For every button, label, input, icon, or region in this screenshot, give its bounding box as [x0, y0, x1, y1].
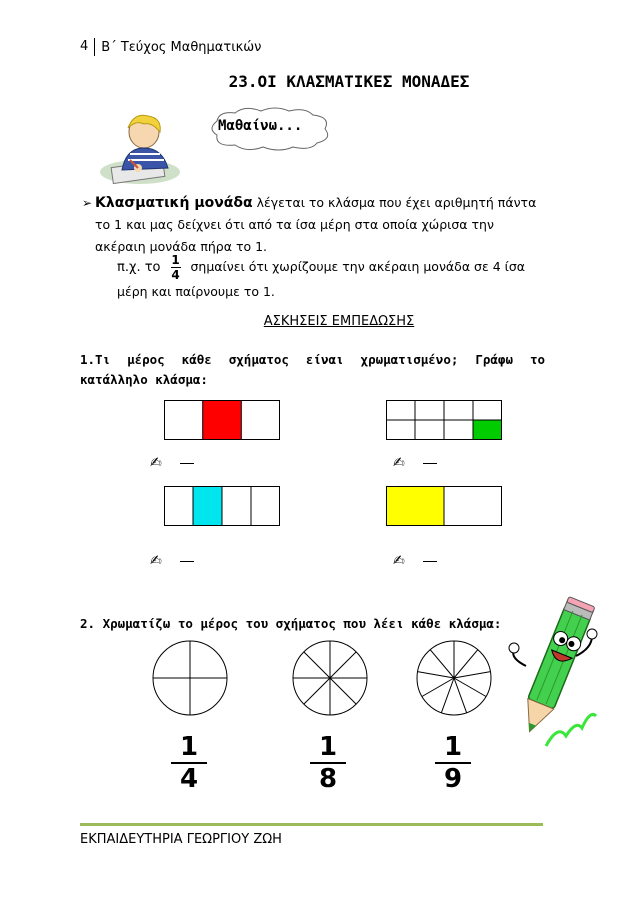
circle-division-line: [430, 650, 454, 678]
writing-hand-icon: ✍: [393, 553, 405, 569]
answer-slot-2[interactable]: [393, 455, 437, 471]
definition-paragraph: [82, 192, 545, 258]
writing-hand-icon: ✍: [393, 455, 405, 471]
example-paragraph: [117, 254, 557, 303]
answer-line: [423, 463, 437, 464]
shape-eighths: [386, 400, 502, 440]
answer-slot-4[interactable]: [393, 553, 437, 569]
example-prefix: π.χ. το: [117, 260, 161, 275]
circle-division-line: [441, 678, 454, 713]
page-header: [80, 38, 261, 56]
shape-thirds: [164, 400, 280, 440]
circle-division-line: [304, 678, 330, 704]
fraction-denominator: 4: [179, 764, 199, 794]
fraction-numerator: 1: [179, 732, 199, 762]
boy-writing-illustration: [100, 110, 192, 190]
writing-hand-icon: ✍: [150, 553, 162, 569]
question-2: 2. Χρωματίζω το μέρος του σχήματος που λέει κάθε κλάσμα:: [80, 616, 502, 631]
book-title: Β΄ Τεύχος Μαθηματικών: [101, 39, 262, 55]
answer-slot-3[interactable]: [150, 553, 194, 569]
circle-division-line: [454, 650, 478, 678]
circle-division-line: [454, 678, 467, 713]
writing-hand-icon: ✍: [150, 455, 162, 471]
circle-division-line: [304, 652, 330, 678]
answer-slot-1[interactable]: [150, 455, 194, 471]
cloud-text: Μαθαίνω...: [218, 118, 303, 134]
fraction-numerator: 1: [318, 732, 338, 762]
lesson-title-text: 23.ΟΙ ΚΛΑΣΜΑΤΙΚΕΣ ΜΟΝΑΔΕΣ: [228, 72, 470, 91]
pencil-character-illustration: [506, 596, 598, 756]
shape-quarters: [164, 486, 280, 526]
definition-text: λέγεται το κλάσμα που έχει αριθμητή πάντα το 1 και μας δείχνει ότι από τα ίσα μέρη στα οποία χώρισα την ακέραιη μονάδα πήρα το 1.: [95, 195, 537, 254]
example-text: σημαίνει ότι χωρίζουμε την ακέραιη μονάδα σε 4 ίσα μέρη και παίρνουμε το 1.: [117, 259, 526, 299]
fraction-one-quarter: [171, 734, 207, 792]
circle-division-line: [330, 678, 356, 704]
example-numerator: 1: [171, 253, 180, 267]
circle-division-line: [422, 678, 454, 697]
circle-quarters[interactable]: [150, 638, 230, 718]
page-number: 4: [80, 38, 95, 56]
fraction-one-eighth: [310, 734, 346, 792]
circle-division-line: [418, 672, 454, 678]
circle-division-line: [454, 678, 486, 697]
fraction-numerator: 1: [443, 732, 463, 762]
answer-line: [423, 561, 437, 562]
example-fraction: [171, 254, 181, 281]
shape-halves: [386, 486, 502, 526]
example-denominator: 4: [171, 268, 180, 282]
footer-divider: [80, 823, 543, 826]
exercises-heading-text: ΑΣΚΗΣΕΙΣ ΕΜΠΕΔΩΣΗΣ: [263, 314, 415, 329]
arrow-bullet-icon: ➢: [82, 196, 93, 210]
exercises-heading: [0, 314, 638, 329]
definition-term: Κλασματική μονάδα: [95, 195, 253, 211]
fraction-one-ninth: [435, 734, 471, 792]
lesson-title: [0, 72, 638, 91]
circle-eighths[interactable]: [290, 638, 370, 718]
fraction-denominator: 8: [318, 764, 338, 794]
footer-text: ΕΚΠΑΙΔΕΥΤΗΡΙΑ ΓΕΩΡΓΙΟΥ ΖΩΗ: [80, 832, 282, 847]
fraction-denominator: 9: [443, 764, 463, 794]
circle-ninths[interactable]: [414, 638, 494, 718]
circle-division-line: [454, 672, 490, 678]
question-1: 1.Τι μέρος κάθε σχήματος είναι χρωματισμένο; Γράφω το κατάλληλο κλάσμα:: [80, 352, 545, 387]
answer-line: [180, 463, 194, 464]
circle-division-line: [330, 652, 356, 678]
answer-line: [180, 561, 194, 562]
